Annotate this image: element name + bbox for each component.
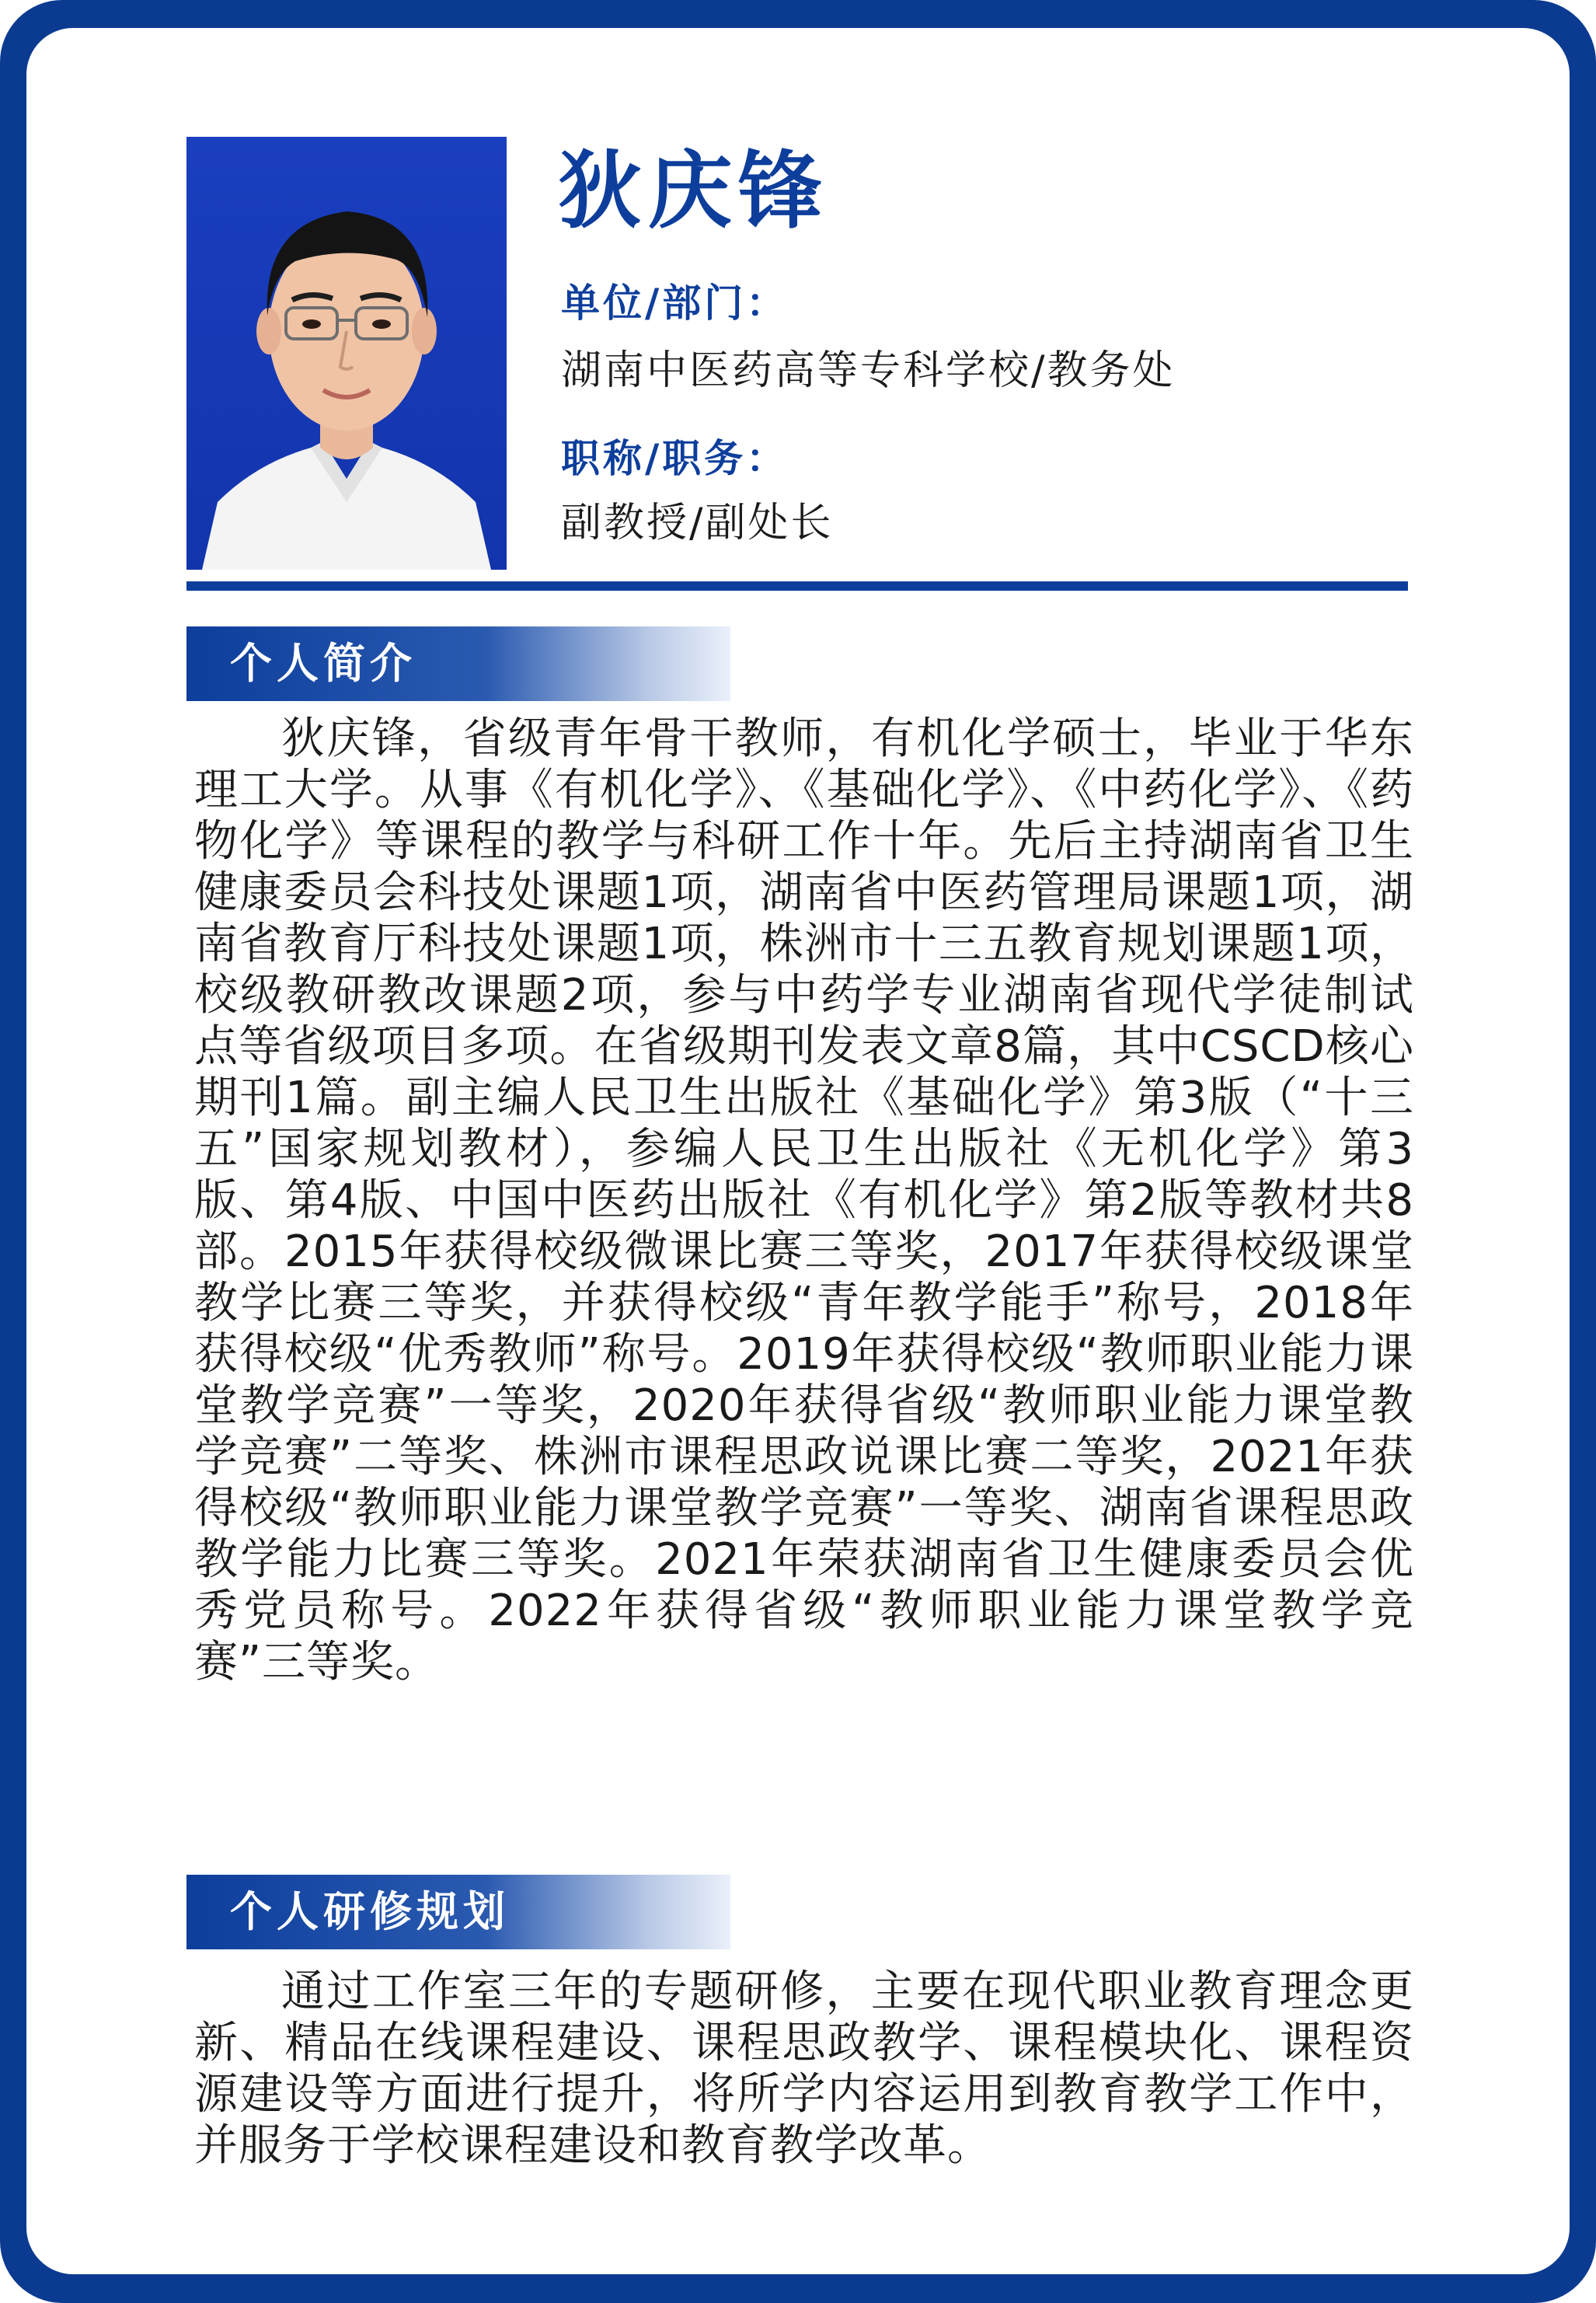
title-value: 副教授/副处长 (561, 500, 834, 546)
unit-value: 湖南中医药高等专科学校/教务处 (561, 347, 1176, 394)
plan-heading-bar (186, 1875, 730, 1949)
person-name: 狄庆锋 (558, 143, 829, 240)
plan-heading: 个人研修规划 (230, 1887, 510, 1936)
intro-heading-bar (186, 626, 730, 701)
intro-paragraph: 狄庆锋，省级青年骨干教师，有机化学硕士，毕业于华东理工大学。从事《有机化学》、《基础化学》、《中药化学》、《药物化学》等课程的教学与科研工作十年。先后主持湖南省卫生健康委员会科技处课题1项，湖南省中医药管理局课题1项，湖南省教育厅科技处课题1项，株洲市十三五教育规划课题1项，校级教研教改课题2项，参与中药学专业湖南省现代学徒制试点等省级项目多项。在省级期刊发表文章8篇，其中CSCD核心期刊1篇。副主编人民卫生出版社《基础化学》第3版（“十三五”国家规划教材），参编人民卫生出版社《无机化学》第3版、第4版、中国中医药出版社《有机化学》第2版等教材共8部。2015年获得校级微课比赛三等奖，2017年获得校级课堂教学比赛三等奖，并获得校级“青年教学能手”称号，2018年获得校级“优秀教师”称号。2019年获得校级“教师职业能力课堂教学竞赛”一等奖，2020年获得省级“教师职业能力课堂教学竞赛”二等奖、株洲市课程思政说课比赛二等奖，2021年获得校级“教师职业能力课堂教学竞赛”一等奖、湖南省课程思政教学能力比赛三等奖。2021年荣获湖南省卫生健康委员会优秀党员称号。2022年获得省级“教师职业能力课堂教学竞赛”三等奖。 (194, 714, 1414, 1687)
title-label: 职称/职务： (561, 436, 789, 481)
portrait-photo (186, 137, 507, 570)
intro-heading: 个人简介 (230, 639, 416, 688)
header-divider (186, 581, 1408, 591)
unit-label: 单位/部门： (561, 281, 789, 326)
plan-paragraph: 通过工作室三年的专题研修，主要在现代职业教育理念更新、精品在线课程建设、课程思政教学、课程模块化、课程资源建设等方面进行提升，将所学内容运用到教育教学工作中，并服务于学校课程建设和教育教学改革。 (194, 1966, 1414, 2171)
